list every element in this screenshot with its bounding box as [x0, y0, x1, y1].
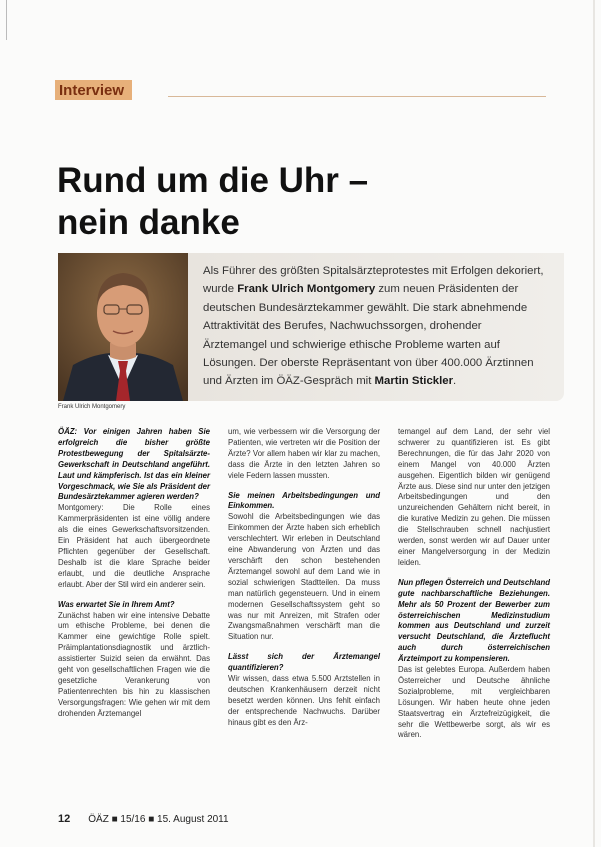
- column-3: [398, 427, 550, 741]
- question-4: Lässt sich der Ärztemangel quantifizieren?: [228, 652, 380, 673]
- lead-text-2: zum neuen Präsidenten der deutschen Bundesärztekammer gewählt. Die stark abnehmende Attraktivität des Berufes, Nachwuchssorgen, drohender Ärztemangel und schwierige ethische Probleme warten auf Lösungen. Der oberste Repräsentant von über 400.000 Ärztinnen und Ärzten im ÖÄZ-Gespräch mit: [203, 283, 534, 388]
- page-edge: [593, 0, 595, 847]
- column-2: [228, 427, 380, 729]
- portrait-image: [58, 253, 188, 401]
- page-number: 12: [58, 813, 71, 825]
- answer-2-continued: um, wie verbessern wir die Versorgung der Patienten, wie vertreten wir die Position der Ärzte? Vor allem haben wir klar zu machen, dass die Ärzte in den letzten Jahren so viele Federn lassen mussten.: [228, 427, 380, 480]
- answer-5: Das ist gelebtes Europa. Außerdem haben Österreicher und Deutsche ähnliche Sozialprobleme, mit vergleichbaren Lösungen. Wir haben heute ohne jeden Staatsvertrag ein Ärztefreizügigkeit, die sehr die Wettbewerbe sorgt, als wir es wären.: [398, 665, 550, 740]
- headline-line-1: Rund um die Uhr –: [57, 161, 369, 200]
- photo-caption: Frank Ulrich Montgomery: [58, 404, 126, 410]
- portrait-photo: [58, 253, 188, 401]
- answer-1: Montgomery: Die Rolle eines Kammerpräsidenten ist eine völlig andere als die eines Gewerkschaftsvorsitzenden. Ein Präsident hat auch übergeordnete Pflichten gegenüber der Gesellschaft. Deshalb ist die klare Sprache beider erlaubt, und die deutliche Ansprache erlaubt. Aber der Stil wird ein anderer sein.: [58, 503, 210, 589]
- headline-line-2: nein danke: [57, 203, 240, 242]
- answer-2: Zunächst haben wir eine intensive Debatte um ethische Probleme, bei denen die Kammer eine gewichtige Rolle spielt. Präimplantationsdiagnostik und ärztlich-assistierter Suizid seien da erwähnt. Das geht von gesellschaftlichen Fragen wie die gesetzliche Verankerung von Patientenrechten bis hin zu klassischen Versorgungsfragen: Wie gehen wir mit dem drohenden Ärztemangel: [58, 610, 210, 718]
- column-1: [58, 427, 210, 720]
- section-kicker: Interview: [55, 80, 132, 100]
- answer-4-continued: temangel auf dem Land, der sehr viel schwerer zu quantifizieren ist. Es gibt Berechnungen, die für das Jahr 2020 von einem Mangel von 40.000 Ärzten ausgehen. Eigentlich bilden wir genügend Ärzte aus. Diese sind nur unter den jetzigen Arbeitsbedingungen und den unzureichenden Gehältern nicht bereit, in die kurative Medizin zu gehen. Die müssen die Stellschrauben schnell nachjustiert werden, sonst werden wir auf Dauer unter einer Mangelversorgung in der Medizin leiden.: [398, 427, 550, 567]
- top-margin-rule: [6, 0, 7, 40]
- question-2: Was erwartet Sie in Ihrem Amt?: [58, 599, 175, 609]
- question-3: Sie meinen Arbeitsbedingungen und Einkommen.: [228, 490, 380, 511]
- article-headline: [57, 160, 368, 244]
- answer-3: Sowohl die Arbeitsbedingungen wie das Einkommen der Ärzte haben sich erheblich verschlechtert. Wir erleben in Deutschland eine Abwanderung von Ärzten und das verschärft den schon bestehenden Ärztemangel sowohl auf dem Land wie in sozial schwierigen Stadtteilen. Da muss man natürlich gegensteuern. Und in einem modernen Gesellschaftssystem geht so was nur mit Anreizen, mit Strafen oder Zwangsmaßnahmen verschärft man die Situation nur.: [228, 512, 380, 642]
- interviewer-name: Martin Stickler: [374, 375, 454, 388]
- kicker-divider: [168, 96, 546, 97]
- question-5: Nun pflegen Österreich und Deutschland gute nachbarschaftliche Beziehungen. Mehr als 50 Prozent der Bewerber zum österreichischen Medizinstudium kommen aus Deutschland und zurzeit versucht Deutschland, die Ärzteflucht auch durch österreichischen Ärzteimport zu kompensieren.: [398, 577, 550, 664]
- article-body: [58, 427, 550, 767]
- lead-text-1: Als Führer des größten Spitalsärzteprotestes mit Erfolgen dekoriert, wurde: [203, 265, 544, 296]
- page-footer: [58, 813, 229, 825]
- lead-text-3: .: [453, 375, 457, 388]
- interviewee-name: Frank Ulrich Montgomery: [237, 283, 376, 296]
- answer-4: Wir wissen, dass etwa 5.500 Arztstellen in deutschen Krankenhäusern derzeit nicht besetzt werden können. Uns fehlt einfach der entsprechende Nachwuchs. Darüber hinaus gibt es den Ärz-: [228, 674, 380, 727]
- issue-info: ÖÄZ ■ 15/16 ■ 15. August 2011: [88, 814, 229, 825]
- lead-paragraph: [203, 262, 548, 391]
- question-1: ÖÄZ: Vor einigen Jahren haben Sie erfolgreich die bisher größte Protestbewegung der Spitalsärzte-Gewerkschaft in Deutschland angeführt. Laut und kämpferisch. Ist das ein kleiner Vorgeschmack, wie Sie als Präsident der Bundesärztekammer agieren werden?: [58, 427, 210, 502]
